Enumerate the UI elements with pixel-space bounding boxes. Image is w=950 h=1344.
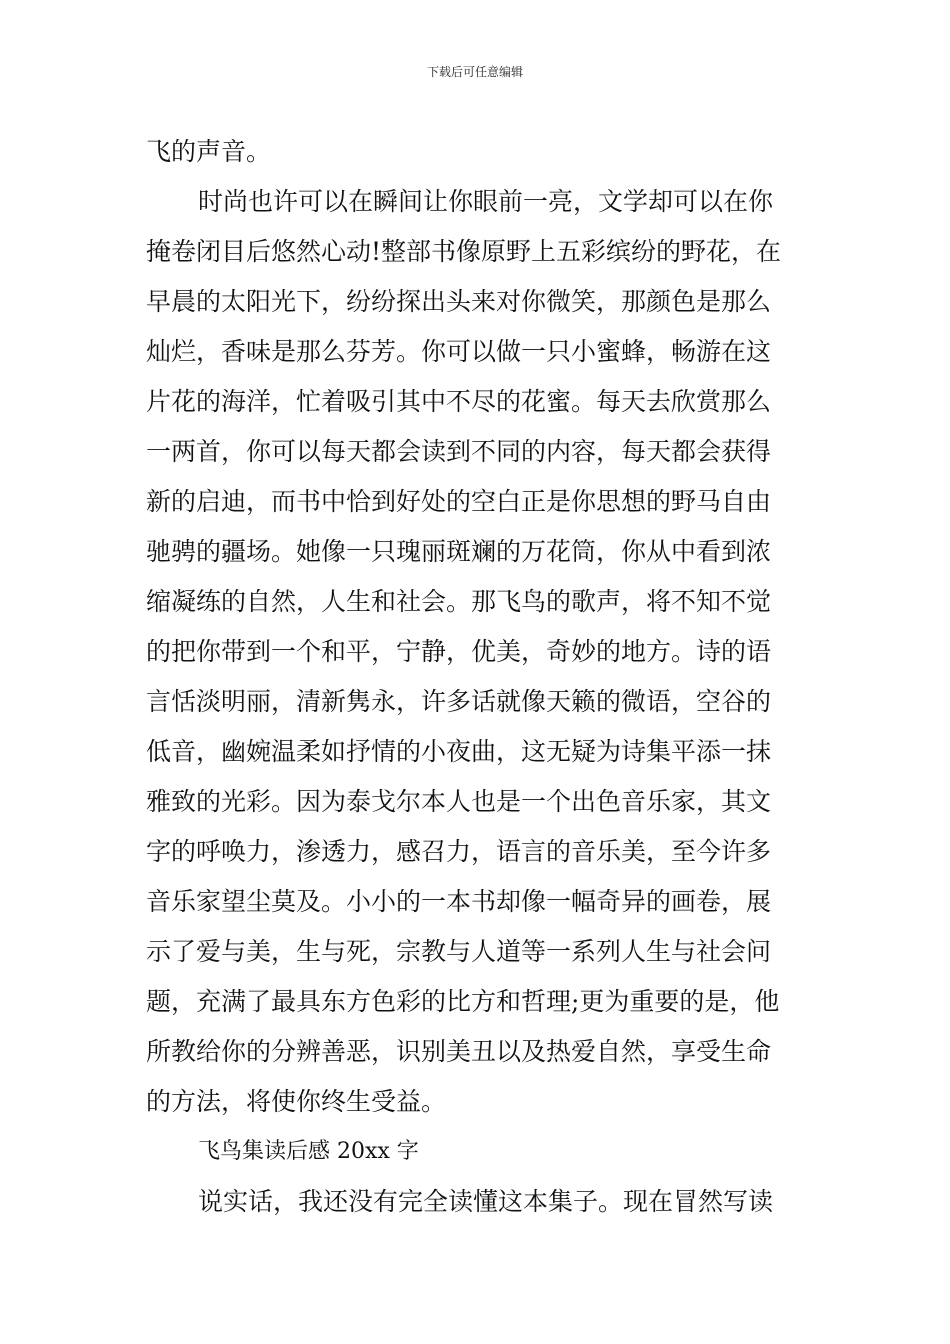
text-line: 飞的声音。 xyxy=(146,137,272,166)
text-line: 示了爱与美，生与死，宗教与人道等一系列人生与社会问 xyxy=(146,937,772,966)
document-body xyxy=(146,127,811,1227)
text-line: 新的启迪，而书中恰到好处的空白正是你思想的野马自由 xyxy=(146,487,772,516)
text-line: 驰骋的疆场。她像一只瑰丽斑斓的万花筒，你从中看到浓 xyxy=(146,537,772,566)
paragraph-start: 时尚也许可以在瞬间让你眼前一亮，文学却可以在你 xyxy=(198,187,774,216)
text-line: 片花的海洋，忙着吸引其中不尽的花蜜。每天去欣赏那么 xyxy=(146,387,772,416)
text-line: 的方法，将使你终生受益。 xyxy=(146,1087,447,1116)
text-line: 言恬淡明丽，清新隽永，许多话就像天籁的微语，空谷的 xyxy=(146,687,772,716)
text-line: 雅致的光彩。因为泰戈尔本人也是一个出色音乐家，其文 xyxy=(146,787,772,816)
text-line: 的把你带到一个和平，宁静，优美，奇妙的地方。诗的语 xyxy=(146,637,772,666)
text-line: 一两首，你可以每天都会读到不同的内容，每天都会获得 xyxy=(146,437,772,466)
text-line: 缩凝练的自然，人生和社会。那飞鸟的歌声，将不知不觉 xyxy=(146,587,772,616)
text-line: 低音，幽婉温柔如抒情的小夜曲，这无疑为诗集平添一抹 xyxy=(146,737,772,766)
text-line: 所教给你的分辨善恶，识别美丑以及热爱自然，享受生命 xyxy=(146,1037,772,1066)
text-line: 音乐家望尘莫及。小小的一本书却像一幅奇异的画卷，展 xyxy=(146,887,772,916)
text-line: 字的呼唤力，渗透力，感召力，语言的音乐美，至今许多 xyxy=(146,837,772,866)
text-line: 掩卷闭目后悠然心动!整部书像原野上五彩缤纷的野花，在 xyxy=(146,237,782,266)
section-heading: 飞鸟集读后感 20xx 字 xyxy=(198,1139,419,1164)
paragraph-start: 说实话，我还没有完全读懂这本集子。现在冒然写读 xyxy=(198,1187,774,1216)
page-header: 下载后可任意编辑 xyxy=(426,65,523,79)
text-line: 早晨的太阳光下，纷纷探出头来对你微笑，那颜色是那么 xyxy=(146,287,772,316)
text-line: 题，充满了最具东方色彩的比方和哲理;更为重要的是，他 xyxy=(146,987,780,1016)
text-line: 灿烂，香味是那么芬芳。你可以做一只小蜜蜂，畅游在这 xyxy=(146,337,772,366)
